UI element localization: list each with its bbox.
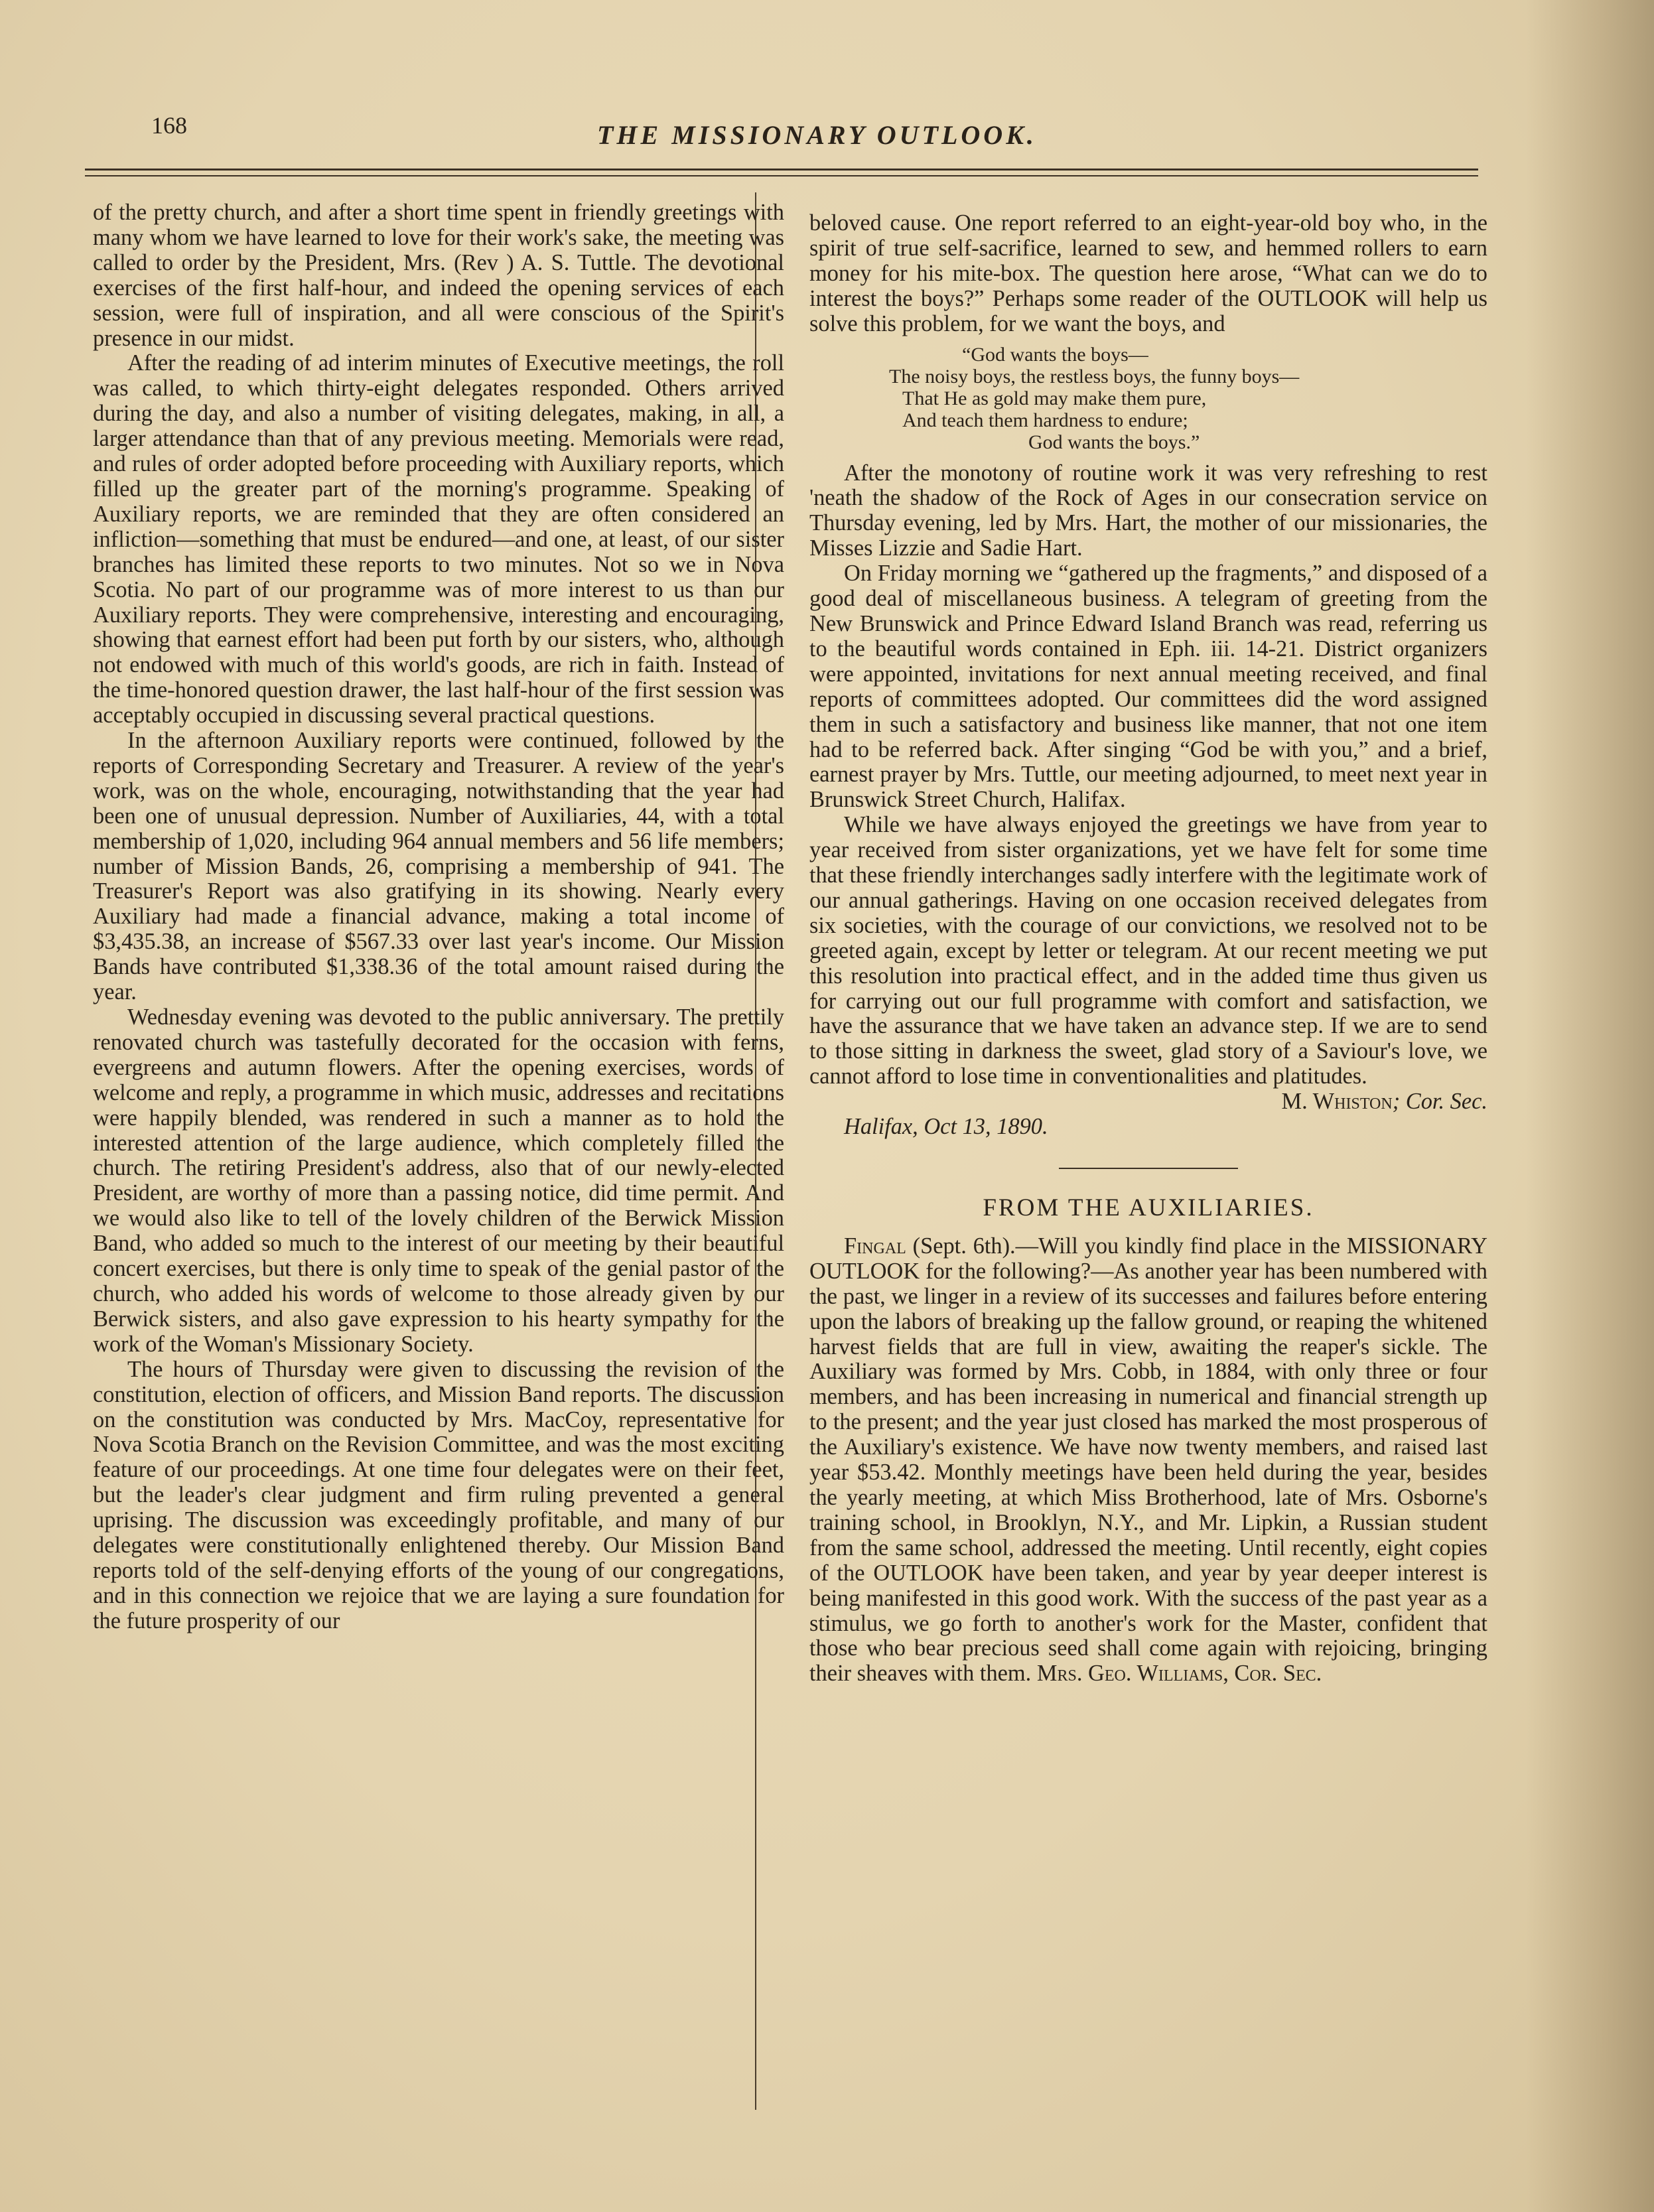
page-number: 168	[151, 112, 187, 139]
left-column	[93, 200, 784, 1634]
report-signature	[809, 1089, 1487, 1115]
running-head: THE MISSIONARY OUTLOOK.	[597, 120, 1037, 150]
left-paragraph-1: of the pretty church, and after a short time spent in friendly greetings with many whom we have learned to love for their work's sake, the meeting was called to order by the President, Mrs. (Rev ) A. S. Tuttle. The devotional exercises of the first half-hour, and indeed the opening services of each session, were full of inspiration, and all were conscious of the Spirit's presence in our midst.	[93, 200, 784, 351]
left-paragraph-5: The hours of Thursday were given to discussing the revision of the constitution, election of officers, and Mission Band reports. The discussion on the constitution was conducted by Mrs. MacCoy, representative for Nova Scotia Branch on the Revision Committee, and was the most exciting feature of our proceedings. At one time four delegates were on their feet, but the leader's clear judgment and firm ruling prevented a general uprising. The discussion was exceedingly profitable, and many of our delegates were constitutionally enlightened thereby. Our Mission Band reports told of the self-denying efforts of the young of our congregations, and in this connection we rejoice that we are laying a sure foundation for the future prosperity of our	[93, 1356, 784, 1633]
left-paragraph-2: After the reading of ad interim minutes of Executive meetings, the roll was called, to which thirty-eight delegates responded. Others arrived during the day, and also a number of visiting delegates, making, in all, a larger attendance than that of any previous meeting. Memorials were read, and rules of order adopted before proceeding with Auxiliary reports, which filled up the greater part of the morning's programme. Speaking of Auxiliary reports, we are reminded that they are often considered an infliction—something that must be endured—and one, at least, of our sister branches has limited these reports to two minutes. Not so we in Nova Scotia. No part of our programme was of more interest to us than our Auxiliary reports. They were comprehensive, interesting and encouraging, showing that earnest effort had been put forth by our sisters, who, although not endowed with much of this world's goods, are rich in faith. Instead of the time-honored question drawer, the last half-hour of the first session was acceptably occupied in discussing several practical questions.	[93, 350, 784, 728]
page-edge-shadow	[1526, 0, 1654, 2212]
poem-quote	[809, 344, 1487, 453]
right-paragraph-3: On Friday morning we “gathered up the fragments,” and disposed of a good deal of miscellaneous business. A telegram of greeting from the New Brunswick and Prince Edward Island Branch was read, referring us to the beautiful words contained in Eph. iii. 14-21. District organizers were appointed, invitations for next annual meeting received, and final reports of committees adopted. Our committees did the word assigned them in such a satisfactory and business like manner, that not one item had to be referred back. After singing “God be with you,” and a brief, earnest prayer by Mrs. Tuttle, our meeting adjourned, to meet next year in Brunswick Street Church, Halifax.	[809, 561, 1487, 813]
section-divider	[1059, 1168, 1238, 1169]
right-paragraph-4: While we have always enjoyed the greetings we have from year to year received from sister organizations, yet we have felt for some time that these friendly interchanges sadly interfere with the legitimate work of our annual gatherings. Having on one occasion received delegates from six societies, with the courage of our convictions, we resolved not to be greeted again, except by letter or telegram. At our recent meeting we put this resolution into practical effect, and in the added time thus given us for carrying out our full programme with comfort and satisfaction, we have the assurance that we have taken an advance step. If we are to send to those sitting in darkness the sweet, glad story of a Saviour's love, we cannot afford to lose time in conventionalities and platitudes.	[809, 812, 1487, 1089]
right-paragraph-1: beloved cause. One report referred to an eight-year-old boy who, in the spirit of true self-sacrifice, learned to sew, and hemmed rollers to earn money for his mite-box. The question here arose, “What can we do to interest the boys?” Perhaps some reader of the OUTLOOK will help us solve this problem, for we want the boys, and	[809, 210, 1487, 336]
left-paragraph-4: Wednesday evening was devoted to the public anniversary. The prettily renovated church was tastefully decorated for the occasion with ferns, evergreens and autumn flowers. After the opening exercises, words of welcome and reply, a programme in which music, addresses and recitations were happily blended, was rendered in such a manner as to hold the interested attention of the large audience, which completely filled the church. The retiring President's address, also that of our newly-elected President, are worthy of more than a passing notice, did time permit. And we would also like to tell of the lovely children of the Berwick Mission Band, who added so much to the interest of our meeting by their beautiful concert exercises, but there is only time to speak of the genial pastor of the church, who added his words of welcome to those already given by our Berwick sisters, and also gave expression to his hearty sympathy for the work of the Woman's Missionary Society.	[93, 1004, 784, 1357]
left-paragraph-3: In the afternoon Auxiliary reports were continued, followed by the reports of Corresponding Secretary and Treasurer. A review of the year's work, was on the whole, encouraging, notwithstanding that the year had been one of unusual depression. Number of Auxiliaries, 44, with a total membership of 1,020, including 964 annual members and 56 life members; number of Mission Bands, 26, comprising a membership of 941. The Treasurer's Report was also gratifying in its showing. Nearly every Auxiliary had made a financial advance, making a total income of $3,435.38, an increase of $567.33 over last year's income. Our Mission Bands have contributed $1,338.36 of the total amount raised during the year.	[93, 728, 784, 1005]
poem-line: “God wants the boys—	[962, 343, 1148, 366]
section-heading: FROM THE AUXILIARIES.	[983, 1194, 1314, 1221]
poem-line: That He as gold may make them pure,	[902, 387, 1207, 409]
header-rule-bottom	[85, 175, 1478, 176]
auxiliary-report	[809, 1234, 1487, 1687]
auxiliary-lead: Fingal	[844, 1233, 906, 1259]
signature-title: ; Cor. Sec.	[1392, 1089, 1487, 1115]
signature-name: M. Whiston	[1281, 1089, 1393, 1115]
right-column	[809, 211, 1487, 1687]
header-rule-top	[85, 169, 1478, 171]
right-paragraph-2: After the monotony of routine work it was very refreshing to rest 'neath the shadow of the Rock of Ages in our consecration service on Thursday evening, led by Mrs. Hart, the mother of our missionaries, the Misses Lizzie and Sadie Hart.	[809, 460, 1487, 561]
auxiliary-signature: Mrs. Geo. Williams, Cor. Sec.	[1036, 1661, 1322, 1687]
auxiliary-text: (Sept. 6th).—Will you kindly find place in the MISSIONARY OUTLOOK for the following?—As another year has been numbered with the past, we linger in a review of its successes and failures before entering upon the labors of breaking up the fallow ground, or reaping the whitened harvest fields that are full in view, awaiting the reaper's sickle. The Auxiliary was formed by Mrs. Cobb, in 1884, with only three or four members, and has been increasing in numerical and financial strength up to the present; and the year just closed has marked the most prosperous of the Auxiliary's existence. We have now twenty members, and raised last year $53.42. Monthly meetings have been held during the year, besides the yearly meeting, at which Miss Brotherhood, late of Mrs. Osborne's training school, in Brooklyn, N.Y., and Mr. Lipkin, a Russian student from the same school, addressed the meeting. Until recently, eight copies of the OUTLOOK have been taken, and year by year deeper interest is being manifested in this good work. With the success of the past year as a stimulus, we go forth to another's work for the Master, confident that those who bear precious seed shall come again with rejoicing, bringing their sheaves with them.	[809, 1233, 1487, 1687]
dateline: Halifax, Oct 13, 1890.	[844, 1114, 1048, 1140]
poem-line: God wants the boys.”	[1028, 431, 1200, 453]
poem-line: And teach them hardness to endure;	[902, 409, 1188, 431]
poem-line: The noisy boys, the restless boys, the funny boys—	[889, 365, 1300, 387]
